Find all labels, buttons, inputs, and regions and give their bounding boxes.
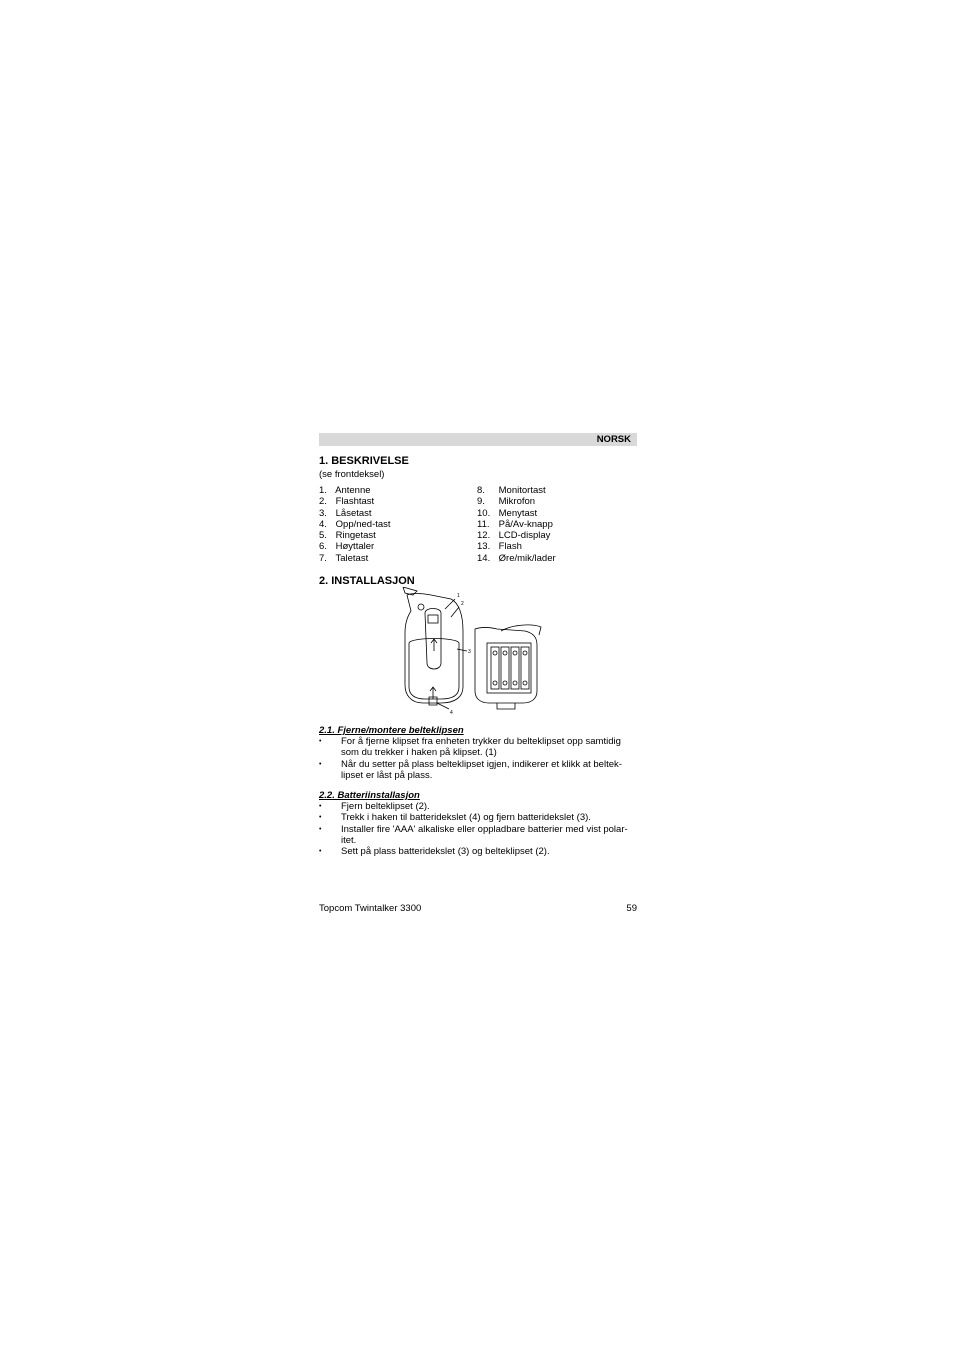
list-item: 12. LCD-display — [477, 530, 551, 542]
list-item: 10. Menytast — [477, 507, 538, 519]
list-item: 4. Opp/ned-tast — [319, 518, 391, 530]
battery-3-shape — [511, 647, 519, 689]
section1-subtitle: (se frontdeksel) — [319, 469, 385, 480]
battery-2-shape — [501, 647, 509, 689]
subsection-2-1-title: 2.1. Fjerne/montere belteklipsen — [319, 725, 464, 736]
language-label: NORSK — [596, 434, 631, 445]
list-item: 2. Flashtast — [319, 496, 375, 508]
list-item: • Trekk i haken til batteridekslet (4) og fjern batteridekslet (3). — [319, 812, 631, 823]
parts-list-left — [319, 485, 391, 564]
clip-hook-shape — [428, 615, 438, 623]
battery-4-shape — [521, 647, 529, 689]
callout-4: 4 — [450, 710, 453, 716]
parts-list-right — [477, 485, 556, 564]
subsection-2-2-title: 2.2. Batteriinstallasjon — [319, 790, 420, 801]
list-item: 7. Taletast — [319, 552, 369, 564]
list-item: 3. Låsetast — [319, 507, 372, 519]
list-item: • Installer fire 'AAA' alkaliske eller oppladbare batterier med vist polar-itet. — [319, 824, 631, 847]
list-item: • For å fjerne klipset fra enheten trykker du belteklipset opp samtidig som du trekker i haken på klipset. (1) — [319, 736, 631, 759]
knob-shape — [418, 604, 424, 610]
list-item: • Sett på plass batteridekslet (3) og belteklipset (2). — [319, 846, 631, 857]
callout-2: 2 — [461, 601, 464, 607]
section1-title: 1. BESKRIVELSE — [319, 455, 409, 467]
list-item: 14. Øre/mik/lader — [477, 552, 556, 564]
list-item: 9. Mikrofon — [477, 496, 536, 508]
list-item: 13. Flash — [477, 541, 522, 553]
language-bar — [319, 433, 637, 446]
list-item: 1. Antenne — [319, 485, 371, 496]
battery-1-shape — [491, 647, 499, 689]
list-item: 11. På/Av-knapp — [477, 518, 553, 530]
footer-page-number: 59 — [626, 903, 637, 914]
list-item: • Fjern belteklipset (2). — [319, 801, 631, 812]
list-item: 5. Ringetast — [319, 530, 376, 542]
subsection-2-1-bullets — [319, 736, 637, 781]
subsection-2-2-bullets — [319, 801, 637, 857]
arrow-up-shape — [431, 639, 437, 651]
device-front-outline — [475, 628, 537, 704]
list-item: • Når du setter på plass belteklipset igjen, indikerer et klikk at beltek-lipset er låst på plass. — [319, 759, 631, 782]
belt-stub-shape — [497, 703, 515, 709]
section2-title: 2. INSTALLASJON — [319, 575, 415, 587]
list-item: 6. Høyttaler — [319, 541, 375, 553]
callout-1: 1 — [457, 593, 460, 599]
installation-figure — [401, 587, 553, 721]
callout-3: 3 — [468, 649, 471, 655]
footer-product: Topcom Twintalker 3300 — [319, 903, 422, 914]
list-item: 8. Monitortast — [477, 485, 546, 496]
